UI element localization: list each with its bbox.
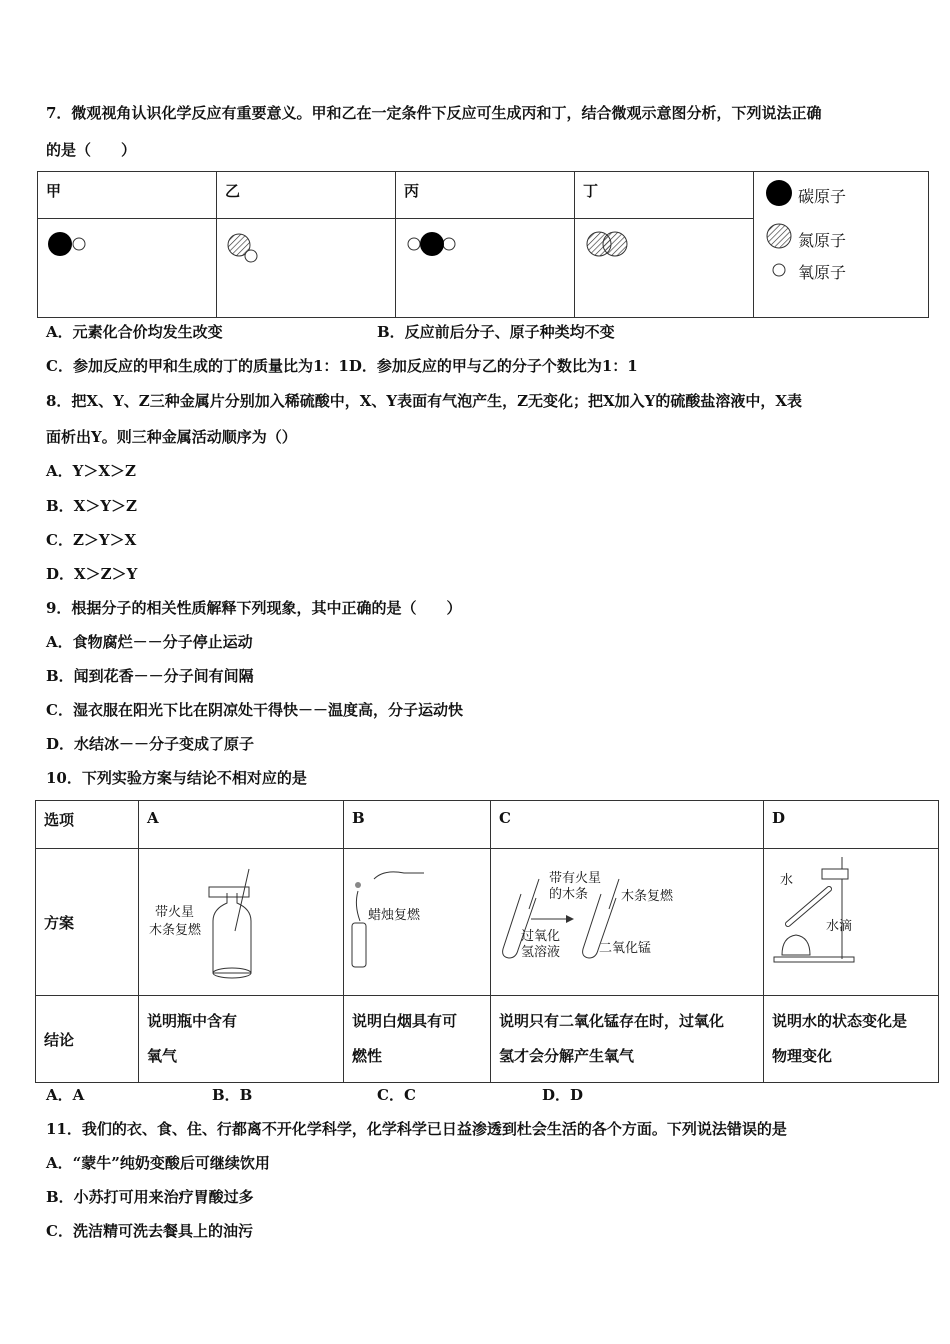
q10-option-a: A．A <box>46 1086 85 1104</box>
q11-option-b: B．小苏打可用来治疗胃酸过多 <box>46 1188 254 1206</box>
label-glowing-splint-c: 带有火星 <box>549 871 602 886</box>
label-wooden-splint: 的木条 <box>549 887 589 902</box>
col-c: C <box>491 801 764 849</box>
q8-option-a: A．Y＞X＞Z <box>46 462 136 480</box>
conclusion-c <box>491 996 764 1083</box>
co-molecule-icon <box>46 227 106 267</box>
col-d: D <box>764 801 939 849</box>
no-molecule-icon <box>225 227 285 277</box>
conclusion-b-line1: 说明白烟具有可 <box>352 1012 458 1030</box>
n2-molecule-icon <box>583 227 653 267</box>
legend-nitrogen: 氮原子 <box>798 231 847 250</box>
q11-stem: 11．我们的衣、食、住、行都离不开化学科学，化学科学已日益渗透到杜会生活的各个方面。下列说法错误的是 <box>46 1120 787 1138</box>
conclusion-d <box>764 996 939 1083</box>
q7-stem-cont: 的是（ ） <box>46 141 137 159</box>
label-splint-relights-c: 木条复燃 <box>621 889 674 904</box>
conclusion-a <box>139 996 344 1083</box>
q8-stem-cont: 面析出Y。则三种金属活动顺序为（） <box>46 428 297 446</box>
label-glowing-splint: 带火星 <box>155 905 195 920</box>
q7-option-a: A．元素化合价均发生改变 <box>46 323 223 341</box>
q9-option-a: A．食物腐烂－－分子停止运动 <box>46 633 253 651</box>
label-manganese-dioxide: 二氧化锰 <box>599 941 652 956</box>
co2-molecule-icon <box>404 227 474 267</box>
q7-option-b: B．反应前后分子、原子种类均不变 <box>377 323 615 341</box>
plan-c-figure <box>491 849 764 996</box>
header-jia: 甲 <box>38 172 217 219</box>
q9-option-b: B．闻到花香－－分子间有间隔 <box>46 667 254 685</box>
label-candle-relights: 蜡烛复燃 <box>368 908 421 923</box>
conclusion-c-line1: 说明只有二氧化锰存在时，过氧化 <box>499 1012 725 1030</box>
q7-option-cd: C．参加反应的甲和生成的丁的质量比为1：1D．参加反应的甲与乙的分子个数比为1：1 <box>46 357 638 375</box>
plan-d-figure <box>764 849 939 996</box>
molecule-jia <box>38 219 217 318</box>
molecule-ding <box>575 219 754 318</box>
conclusion-c-line2: 氢才会分解产生氧气 <box>499 1047 635 1065</box>
conclusion-d-line1: 说明水的状态变化是 <box>772 1012 908 1030</box>
q8-option-d: D．X＞Z＞Y <box>46 565 138 583</box>
conclusion-d-line2: 物理变化 <box>772 1047 833 1065</box>
q10-experiment-table <box>35 800 939 1083</box>
q11-option-c: C．洗洁精可洗去餐具上的油污 <box>46 1222 253 1240</box>
label-water: 水 <box>780 873 794 888</box>
q11-option-a: A．“蒙牛”纯奶变酸后可继续饮用 <box>46 1154 270 1172</box>
q9-option-d: D．水结冰－－分子变成了原子 <box>46 735 255 753</box>
molecule-yi <box>217 219 396 318</box>
legend-carbon: 碳原子 <box>798 187 847 206</box>
label-splint-relights: 木条复燃 <box>149 923 202 938</box>
header-yi: 乙 <box>217 172 396 219</box>
q8-stem: 8．把X、Y、Z三种金属片分别加入稀硫酸中，X、Y表面有气泡产生，Z无变化；把X加入Y的硫酸盐溶液中，X表 <box>46 392 803 410</box>
q10-option-c: C．C <box>377 1086 416 1104</box>
q8-option-b: B．X＞Y＞Z <box>46 497 137 515</box>
label-water-drops: 水滴 <box>826 919 853 934</box>
molecule-bing <box>396 219 575 318</box>
header-option: 选项 <box>36 801 139 849</box>
q9-stem: 9．根据分子的相关性质解释下列现象，其中正确的是（ ） <box>46 599 462 617</box>
q10-stem: 10．下列实验方案与结论不相对应的是 <box>46 769 307 787</box>
conclusion-a-line1: 说明瓶中含有 <box>147 1012 238 1030</box>
label-solution: 氢溶液 <box>521 945 561 960</box>
conclusion-a-line2: 氧气 <box>147 1047 178 1065</box>
q10-option-d: D．D <box>542 1086 584 1104</box>
plan-b-figure <box>344 849 491 996</box>
col-a: A <box>139 801 344 849</box>
conclusion-b-line2: 燃性 <box>352 1047 383 1065</box>
q7-molecule-table <box>37 171 929 318</box>
legend-oxygen: 氧原子 <box>798 263 847 282</box>
conclusion-b <box>344 996 491 1083</box>
header-bing: 丙 <box>396 172 575 219</box>
q7-stem: 7．微观视角认识化学反应有重要意义。甲和乙在一定条件下反应可生成丙和丁，结合微观示意图分析，下列说法正确 <box>46 104 822 122</box>
plan-a-figure <box>139 849 344 996</box>
q10-option-b: B．B <box>212 1086 253 1104</box>
label-hydrogen-peroxide: 过氧化 <box>521 929 561 944</box>
header-plan: 方案 <box>36 849 139 996</box>
atom-legend <box>754 172 929 318</box>
col-b: B <box>344 801 491 849</box>
q8-option-c: C．Z＞Y＞X <box>46 531 137 549</box>
header-ding: 丁 <box>575 172 754 219</box>
q9-option-c: C．湿衣服在阳光下比在阴凉处干得快－－温度高，分子运动快 <box>46 701 463 719</box>
header-conclusion: 结论 <box>36 996 139 1083</box>
